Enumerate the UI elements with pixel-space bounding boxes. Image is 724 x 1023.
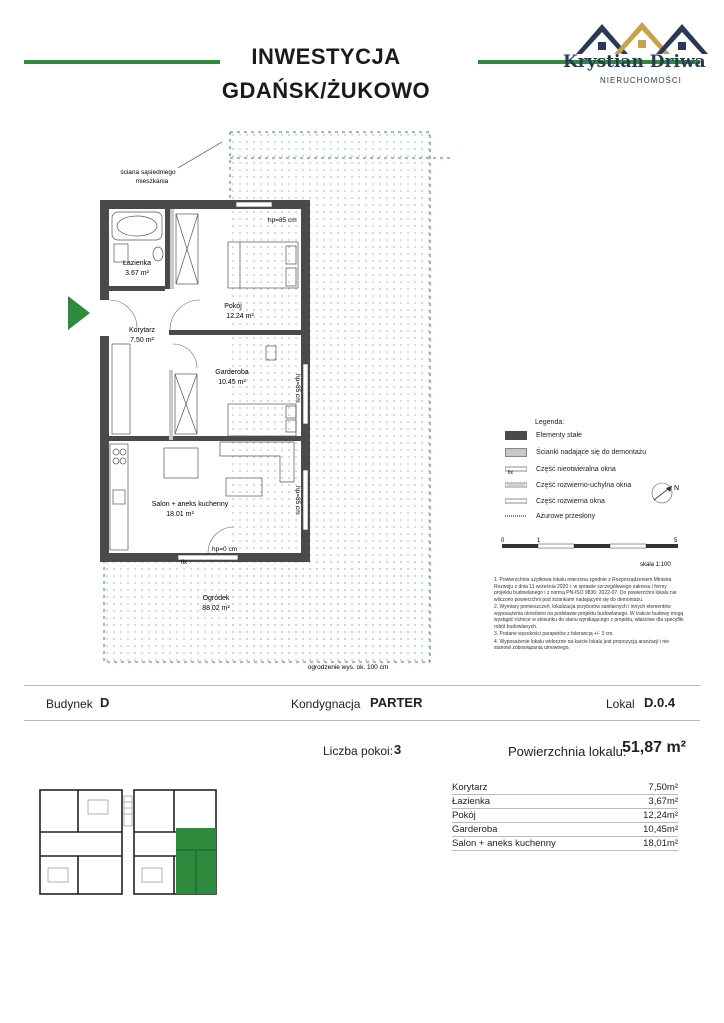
window-height-label-1: hp=85 cm: [268, 217, 297, 224]
room-area-korytarz: 7.50 m²: [130, 337, 154, 344]
entrance-arrow-icon: [68, 296, 90, 330]
note-1: 1. Powierzchnia użytkowa lokalu mierzona zgodnie z Rozporządzeniem Ministra Rozwoju z dnia 11 września 2020 r. w sprawie szczegółowego zakresu i formy projektu budowlanego i z normą PN-ISO 9836: 2022-07. Do powierzchni lokalu nie wliczono powierzchni pod ściankami nadającymi się do demontażu.: [494, 577, 677, 603]
door-height-label: hp=0 cm: [212, 546, 238, 553]
scale-bar: [500, 536, 684, 570]
brand-name: Krystian Driwa: [563, 52, 706, 72]
table-row: Pokój 12,24m²: [452, 810, 678, 821]
floor-value: PARTER: [370, 695, 423, 710]
room-name-pokoj: Pokój: [224, 303, 242, 310]
room-area-garderoba: 10.45 m²: [218, 379, 246, 386]
rooms-value: 3: [394, 742, 402, 757]
table-row: Korytarz 7,50m²: [452, 782, 678, 793]
building-label: Budynek: [46, 697, 93, 711]
svg-text:N: N: [674, 485, 680, 492]
note-3: 3. Podane wysokości parapetów z tolerancją +/- 3 cm.: [494, 631, 614, 637]
scale-tick-0: 0: [501, 538, 505, 544]
header-rule-left: [24, 60, 220, 64]
title-line-1: INWESTYCJA: [251, 44, 401, 69]
legend-swatch-fixed: [505, 431, 527, 440]
compass-icon: [644, 478, 684, 508]
scale-label: skala 1:100: [640, 562, 671, 568]
window-height-label-3: hp=85 cm: [294, 486, 301, 515]
unit-value: D.0.4: [644, 695, 676, 710]
floor-label: Kondygnacja: [291, 697, 361, 711]
title-line-2: GDAŃSK/ŻUKOWO: [221, 78, 431, 103]
fix-label: fix: [181, 560, 187, 566]
key-plan: [38, 788, 220, 898]
divider-bottom: [24, 720, 700, 721]
notes: [494, 577, 684, 653]
area-table: [452, 781, 678, 851]
floor-plan: [0, 120, 480, 680]
legend-tilt-window-icon: [505, 481, 527, 490]
room-name-garderoba: Garderoba: [215, 369, 249, 376]
area-label: Powierzchnia lokalu:: [508, 744, 627, 759]
legend-title: Legenda:: [535, 419, 565, 426]
scale-tick-1: 1: [537, 538, 541, 544]
unit-label: Lokal: [606, 697, 635, 711]
table-row: Garderoba 10,45m²: [452, 824, 678, 835]
room-area-lazienka: 3.67 m²: [125, 270, 149, 277]
area-value: 51,87 m²: [622, 739, 687, 756]
garden-area: [104, 560, 430, 662]
room-name-korytarz: Korytarz: [128, 327, 156, 334]
fence-label: ogrodzenie wys. ok. 100 cm: [307, 664, 389, 671]
legend-casement-window-icon: [505, 497, 527, 506]
legend-screens-icon: [505, 512, 527, 521]
divider-top: [24, 685, 700, 686]
svg-text:fix: fix: [508, 470, 513, 474]
rooms-label: Liczba pokoi:: [323, 744, 394, 758]
room-area-ogrodek: 88.02 m²: [202, 605, 230, 612]
legend-fixed-window-icon: [505, 465, 527, 474]
room-name-ogrodek: Ogródek: [202, 595, 230, 602]
scale-tick-5: 5: [674, 538, 678, 544]
neighbor-wall-label-2: mieszkania: [135, 178, 169, 185]
note-2: 2. Wymiary pomieszczeń, lokalizacja przyborów sanitarnych i innych elementów wyposażenia określono na podstawie projektu budowlanego. W trakcie budowy mogą wystąpić różnice w stosunku do stanu wynikającego z projektu, właściwe dla specyfiki robót budowlanych.: [494, 604, 684, 630]
room-area-salon: 18.01 m²: [166, 511, 194, 518]
legend-swatch-removable: [505, 448, 527, 457]
room-area-pokoj: 12.24 m²: [226, 313, 254, 320]
brand-subtitle: NIERUCHOMOŚCI: [600, 76, 682, 85]
room-name-lazienka: Łazienka: [122, 260, 152, 267]
room-name-salon: Salon + aneks kuchenny: [151, 501, 229, 508]
note-4: 4. Wyposażenie lokalu widoczne na karcie lokalu jest propozycją aranżacji i nie stanowi zobowiązania umownego.: [494, 638, 670, 651]
table-row: Salon + aneks kuchenny 18,01m²: [452, 838, 678, 849]
neighbor-wall-label-1: ściana sąsiedniego: [120, 169, 176, 176]
table-row: Łazienka 3,67m²: [452, 796, 678, 807]
window-height-label-2: hp=85 cm: [294, 374, 301, 403]
building-value: D: [100, 695, 110, 710]
